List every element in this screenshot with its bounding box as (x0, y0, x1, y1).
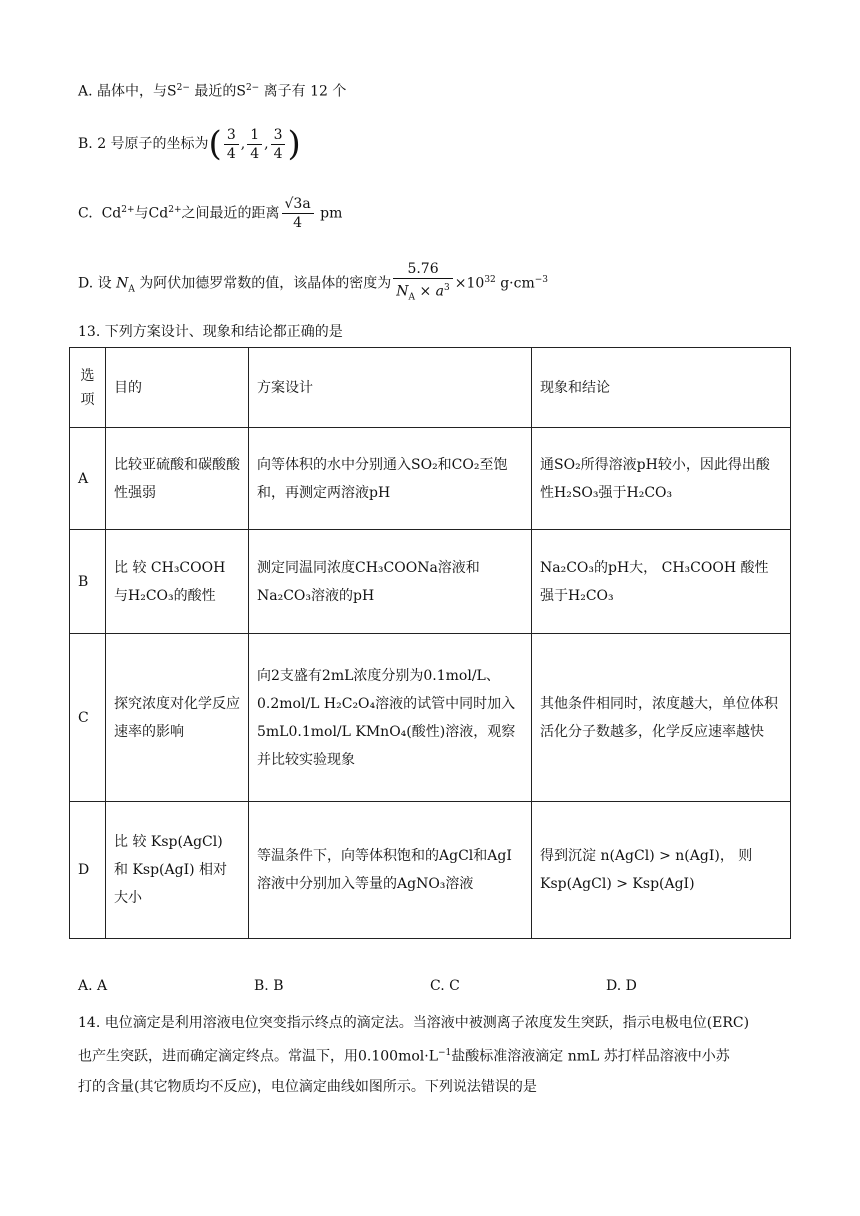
q12-d-num: 5.76 (393, 260, 452, 279)
q12-a-prefix: A. 晶体中，与 (78, 83, 168, 100)
q12-c-text: 之间最近的距离 (181, 205, 280, 222)
q12-c-unit: pm (320, 205, 343, 222)
q14-line2b: 盐酸标准溶液滴定 nmL 苏打样品溶液中小苏 (451, 1048, 730, 1065)
q12-option-a (78, 78, 346, 102)
row-result: 通SO₂所得溶液pH较小，因此得出酸性H₂SO₃强于H₂CO₃ (532, 428, 791, 530)
q13-header-design: 方案设计 (249, 348, 532, 428)
q12-d-na-sub: A (128, 284, 135, 295)
q12-d-text: D. 设 (78, 275, 112, 292)
q12-c-charge1: 2+ (121, 205, 135, 215)
q12-option-b: B. 2 号原子的坐标为( $\frac{3}{4}$ , $\frac{1}{4}$ , $\frac{3}{4}$ ) (78, 124, 301, 164)
q12-b-lparen: ( (208, 124, 222, 164)
q12-c-ion2: Cd (148, 205, 169, 222)
q12-d-den (393, 279, 452, 306)
q12-a-ion1: S (167, 83, 177, 100)
q12-b-d3: 4 (273, 145, 283, 162)
table-row (70, 802, 791, 939)
q12-c-frac (282, 195, 314, 232)
answer-option-c: C. C (430, 978, 460, 994)
q14-line2a: 也产生突跃，进而确定滴定终点。常温下，用 (78, 1048, 358, 1065)
row-design: 测定同温同浓度CH₃COONa溶液和 Na₂CO₃溶液的pH (249, 530, 532, 634)
q13-table (69, 347, 791, 939)
row-result: 得到沉淀 n(AgCl) > n(AgI)， 则 Ksp(AgCl) > Ksp(AgI) (532, 802, 791, 939)
row-design: 向等体积的水中分别通入SO₂和CO₂至饱和，再测定两溶液pH (249, 428, 532, 530)
row-purpose: 比 较 CH₃COOH 与H₂CO₃的酸性 (106, 530, 249, 634)
q12-c-num: √3a (282, 195, 314, 214)
q12-c-mid: 与 (134, 205, 149, 222)
q12-d-den-sup: 3 (444, 283, 450, 294)
q12-a-suffix: 离子有 12 个 (263, 83, 347, 100)
answer-option-d: D. D (606, 978, 637, 994)
q12-option-c (78, 190, 342, 234)
row-result: Na₂CO₃的pH大， CH₃COOH 酸性强于H₂CO₃ (532, 530, 791, 634)
q14-line3: 打的含量(其它物质均不反应)，电位滴定曲线如图所示。下列说法错误的是 (78, 1078, 537, 1095)
q14-conc: 0.100mol·L (358, 1048, 439, 1065)
q13-header-row (70, 348, 791, 428)
row-design: 向2支盛有2mL浓度分别为0.1mol/L、0.2mol/L H₂C₂O₄溶液的试管中同时加入5mL0.1mol/L KMnO₄(酸性)溶液，观察并比较实验现象 (249, 634, 532, 802)
q12-b-n1: 3 (224, 126, 239, 145)
q13-header-option: 选项 (70, 348, 106, 428)
q14-paragraph (78, 1008, 796, 1102)
q12-b-frac3 (271, 126, 286, 163)
table-row (70, 634, 791, 802)
q12-d-den-rest: × a (415, 284, 445, 301)
q12-option-d (78, 260, 548, 309)
row-label: C (70, 634, 106, 802)
q13-header-purpose: 目的 (106, 348, 249, 428)
q12-b-d2: 4 (250, 145, 260, 162)
q12-c-ion1: Cd (101, 205, 122, 222)
answer-option-b: B. B (254, 978, 284, 994)
q12-a-mid: 最近的 (194, 83, 237, 100)
row-design: 等温条件下，向等体积饱和的AgCl和AgI溶液中分别加入等量的AgNO₃溶液 (249, 802, 532, 939)
row-purpose: 比 较 Ksp(AgCl) 和 Ksp(AgI) 相对大小 (106, 802, 249, 939)
q12-b-n2: 1 (247, 126, 262, 145)
q12-a-ion1-charge: 2− (176, 83, 190, 93)
row-result: 其他条件相同时，浓度越大，单位体积活化分子数越多，化学反应速率越快 (532, 634, 791, 802)
q12-a-ion2: S (236, 83, 246, 100)
q12-d-text2: 为阿伏加德罗常数的值，该晶体的密度为 (139, 275, 392, 292)
q12-b-rparen: ) (287, 124, 301, 164)
row-purpose: 比较亚硫酸和碳酸酸性强弱 (106, 428, 249, 530)
q12-d-unit: g·cm (495, 275, 535, 292)
q14-line2 (78, 1038, 796, 1072)
q12-b-text: B. 2 号原子的坐标为 (78, 136, 209, 152)
q14-line1: 14. 电位滴定是利用溶液电位突变指示终点的滴定法。当溶液中被测离子浓度发生突跃，指示电极电位(ERC) (78, 1015, 750, 1031)
q12-b-frac2 (247, 126, 262, 163)
q12-b-frac1 (224, 126, 239, 163)
q12-d-unit-exp: −3 (534, 275, 549, 285)
q12-d-mult: ×10 (454, 275, 485, 292)
q12-c-prefix: C. (78, 205, 93, 222)
q12-d-den-n: N (396, 284, 409, 301)
row-label: B (70, 530, 106, 634)
q12-c-charge2: 2+ (168, 205, 182, 215)
q12-a-ion2-charge: 2− (245, 83, 260, 93)
answer-option-a: A. A (78, 978, 108, 994)
table-row (70, 428, 791, 530)
q12-d-frac (393, 260, 452, 306)
q12-b-n3: 3 (271, 126, 286, 145)
row-label: A (70, 428, 106, 530)
q12-d-den-sub: A (408, 292, 416, 303)
q12-d-na: N (116, 275, 129, 292)
q12-c-den: 4 (293, 215, 303, 232)
q12-b-d1: 4 (226, 145, 236, 162)
q12-d-exp: 32 (484, 275, 496, 285)
q13-title: 13. 下列方案设计、现象和结论都正确的是 (78, 324, 343, 340)
q14-conc-exp: −1 (438, 1048, 452, 1058)
table-row (70, 530, 791, 634)
row-label: D (70, 802, 106, 939)
q13-header-result: 现象和结论 (532, 348, 791, 428)
row-purpose: 探究浓度对化学反应速率的影响 (106, 634, 249, 802)
